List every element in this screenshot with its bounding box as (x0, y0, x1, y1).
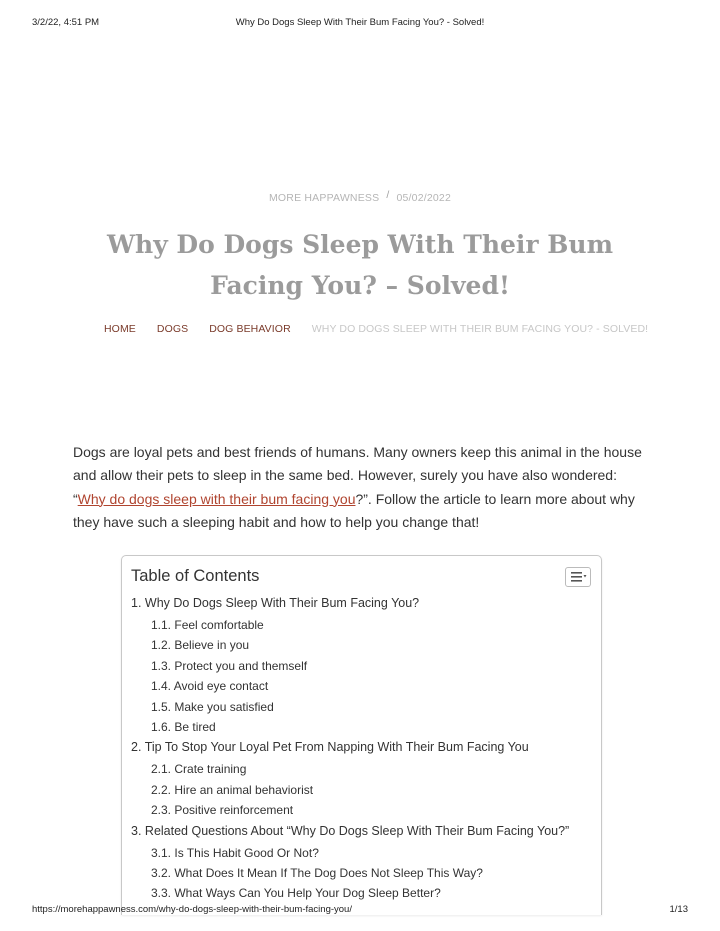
toc-item-number: 1.4. (151, 679, 172, 694)
toc-item[interactable] (131, 697, 591, 717)
toc-item[interactable] (131, 737, 591, 759)
toc-item[interactable] (131, 759, 591, 779)
toc-toggle-button[interactable] (565, 567, 591, 587)
toc-item-number: 1. (131, 596, 142, 610)
print-page-number: 1/13 (669, 904, 688, 915)
breadcrumb-dogs[interactable]: DOGS (156, 323, 189, 335)
toc-item-number: 2.2. (151, 782, 172, 797)
print-page-title: Why Do Dogs Sleep With Their Bum Facing You? - Solved! (235, 17, 485, 28)
intro-text-start: Dogs are loyal pets and best friends of humans. Many owners keep this animal in the house and allow their pets to sleep in the same bed. However, surely you have also wondered: “ (73, 444, 642, 507)
toc-item-number: 1.6. (151, 719, 172, 734)
toc-item-number: 1.2. (151, 638, 172, 653)
breadcrumb-current: WHY DO DOGS SLEEP WITH THEIR BUM FACING YOU? - SOLVED! (311, 323, 649, 335)
toc-item-label: Tip To Stop Your Loyal Pet From Napping With Their Bum Facing You (144, 740, 529, 755)
toc-item[interactable] (131, 843, 591, 863)
toc-item[interactable] (131, 780, 591, 800)
toc-item[interactable] (131, 635, 591, 655)
toc-item-label: Crate training (174, 762, 247, 777)
print-header (0, 0, 720, 40)
toc-item-number: 2.1. (151, 762, 172, 777)
post-category-link[interactable]: MORE HAPPAWNESS (268, 192, 380, 204)
list-toggle-icon (571, 571, 587, 583)
intro-text-end: ?”. Follow the article to learn more about why they have such a sleeping habit and how to help you change that! (73, 490, 635, 530)
toc-item-label: Positive reinforcement (174, 803, 294, 818)
post-meta (0, 189, 720, 204)
toc-item[interactable] (131, 717, 591, 737)
toc-item-label: Hire an animal behaviorist (174, 782, 314, 797)
toc-item-number: 1.5. (151, 699, 172, 714)
toc-item-label: Make you satisfied (174, 699, 274, 714)
toc-item-label: Protect you and themself (174, 658, 308, 673)
toc-item-number: 1.1. (151, 618, 172, 632)
toc-item[interactable] (131, 593, 591, 615)
meta-separator: / (386, 189, 390, 201)
toc-item-label: Believe in you (174, 638, 250, 653)
toc-item-label: What Ways Can You Help Your Dog Sleep Better? (174, 886, 441, 901)
intro-paragraph (73, 441, 653, 534)
toc-item-number: 3.1. (151, 845, 172, 860)
toc-list (131, 593, 591, 904)
print-datetime: 3/2/22, 4:51 PM (32, 17, 100, 28)
toc-item[interactable] (131, 656, 591, 676)
toc-item-label: Is This Habit Good Or Not? (174, 845, 319, 860)
toc-item[interactable] (131, 800, 591, 820)
table-of-contents (121, 555, 602, 915)
breadcrumb-home[interactable]: HOME (104, 323, 136, 335)
post-date: 05/02/2022 (396, 192, 452, 204)
breadcrumb (104, 323, 648, 335)
toc-item[interactable] (131, 883, 591, 903)
article-title: Why Do Dogs Sleep With Their Bum Facing You? – Solved! (106, 230, 614, 300)
print-url: https://morehappawness.com/why-do-dogs-sleep-with-their-bum-facing-you/ (32, 904, 352, 915)
toc-item[interactable] (131, 863, 591, 883)
toc-item-label: Why Do Dogs Sleep With Their Bum Facing You? (144, 596, 420, 610)
toc-item-number: 3. (131, 823, 142, 838)
toc-item-number: 3.2. (151, 865, 172, 880)
toc-item-label: What Does It Mean If The Dog Does Not Sleep This Way? (174, 865, 483, 880)
toc-item[interactable] (131, 821, 591, 843)
toc-item-label: Feel comfortable (174, 618, 264, 632)
breadcrumb-dog-behavior[interactable]: DOG BEHAVIOR (209, 323, 291, 335)
toc-item-label: Be tired (174, 719, 216, 734)
toc-item-number: 1.3. (151, 658, 172, 673)
toc-item[interactable] (131, 615, 591, 635)
toc-item-number: 2.3. (151, 803, 172, 818)
toc-item[interactable] (131, 676, 591, 696)
toc-item-number: 3.3. (151, 886, 172, 901)
toc-item-number: 2. (131, 740, 142, 755)
toc-item-label: Avoid eye contact (173, 679, 269, 694)
toc-item-label: Related Questions About “Why Do Dogs Sleep With Their Bum Facing You?” (144, 823, 570, 838)
intro-link[interactable]: Why do dogs sleep with their bum facing you (77, 490, 356, 507)
toc-title: Table of Contents (131, 567, 260, 585)
